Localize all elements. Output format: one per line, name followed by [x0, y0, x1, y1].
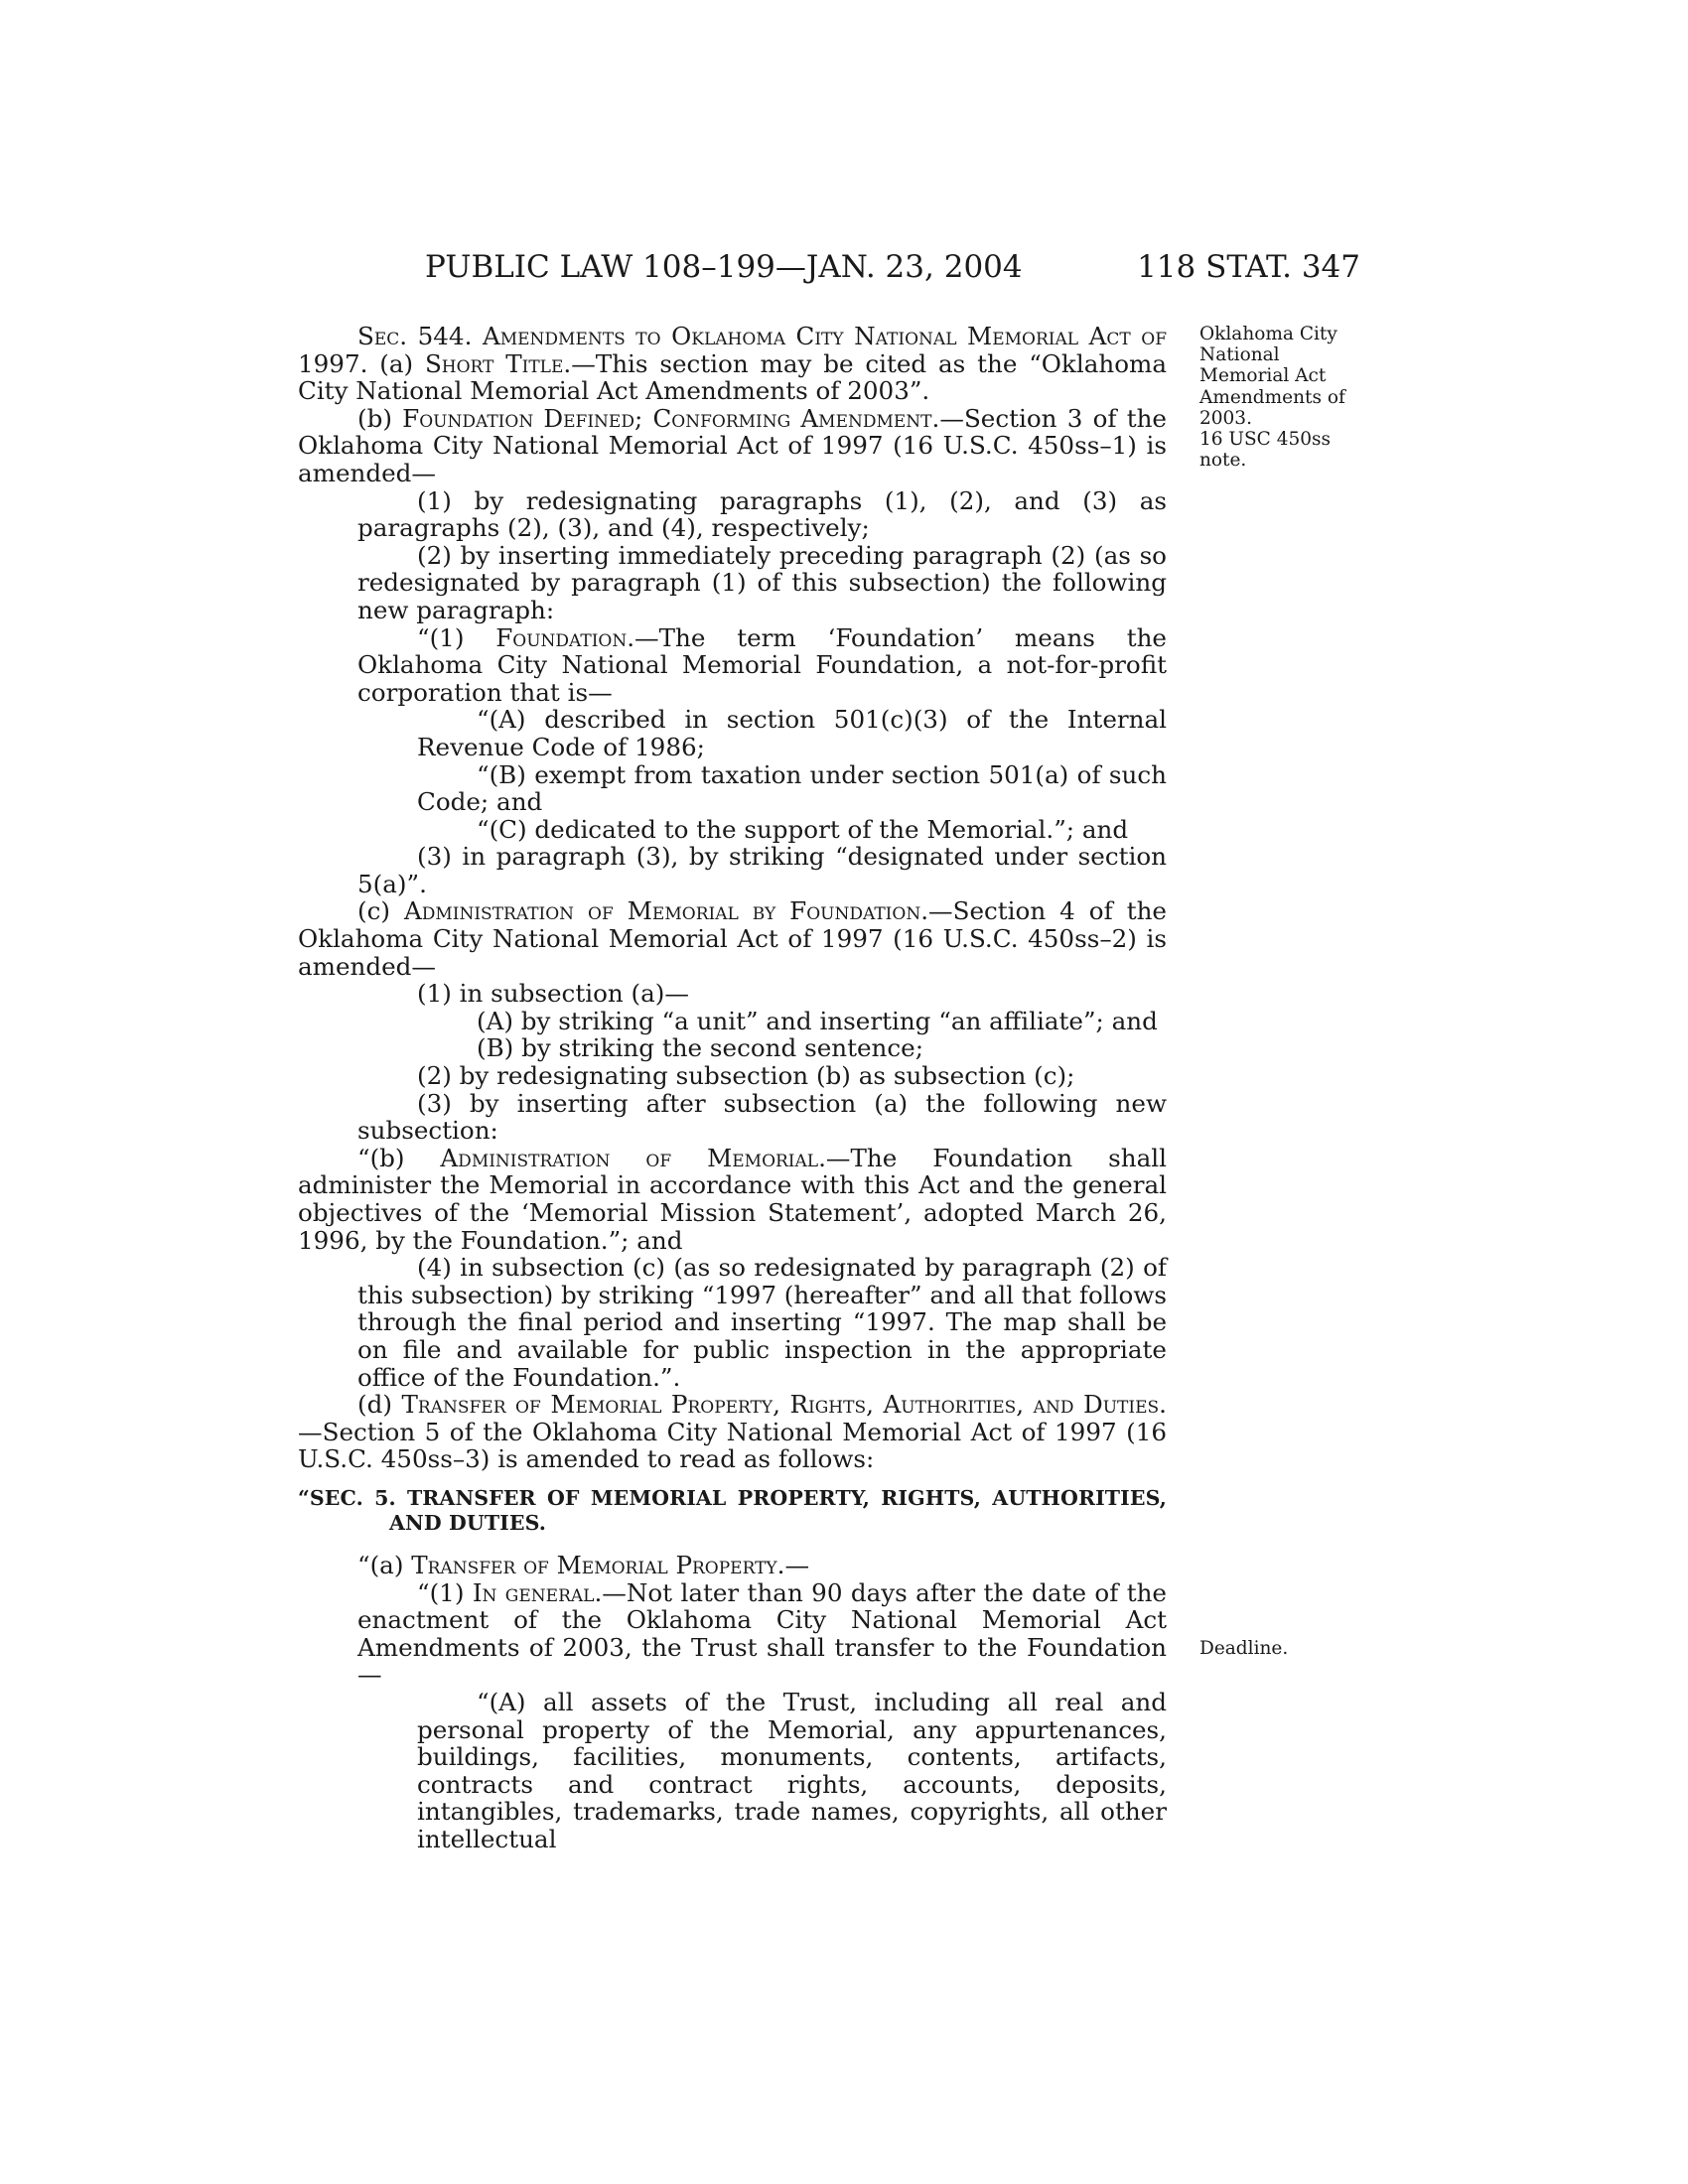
section-5-heading: “SEC. 5. TRANSFER OF MEMORIAL PROPERTY, RIGHTS, AUTHORITIES, AND DUTIES.: [298, 1485, 1167, 1535]
margin-note-line: 16 USC 450ss: [1199, 429, 1332, 451]
foundation-clause-a: “(A) described in section 501(c)(3) of the Internal Revenue Code of 1986;: [417, 705, 1167, 761]
margin-note-line: Memorial Act: [1199, 365, 1327, 387]
assets-clause-a: “(A) all assets of the Trust, including all real and personal property of the Memorial, any appurtenances, buildings, facilities, monuments, contents, artifacts, contracts and contract rights, accounts, deposits, intangibles, trademarks, trade names, copyrights, all other intellectual: [417, 1687, 1167, 1853]
foundation-clause-b: “(B) exempt from taxation under section 501(a) of such Code; and: [417, 759, 1167, 817]
subsection-heading: Administration of Memorial: [440, 1143, 819, 1172]
paragraph-label: “(1): [417, 1577, 473, 1607]
paragraph-heading: Foundation: [495, 622, 628, 652]
subsection-heading: Transfer of Memorial Property, Rights, Authorities, and Duties: [401, 1390, 1160, 1420]
margin-note-amendments: [1199, 324, 1358, 471]
subsection-label: (b): [357, 403, 403, 433]
paragraph-c-4: (4) in subsection (c) (as so redesignated by paragraph (2) of this subsection) by striking “1997 (hereafter” and all that follows through the final period and inserting “1997. The map shall be on file and available for public inspection in the appropriate office of the Foundation.”.: [357, 1253, 1167, 1392]
subsection-heading: Transfer of Memorial Property: [411, 1550, 777, 1579]
subsection-text: .—Section 4 of the Oklahoma City National Memorial Act of 1997 (16 U.S.C. 450ss–2) is amended—: [298, 896, 1167, 981]
paragraph-b-2: (2) by inserting immediately preceding paragraph (2) (as so redesignated by paragraph (1) of this subsection) the following new paragraph:: [357, 540, 1167, 624]
margin-note-line: 2003.: [1199, 407, 1252, 429]
subsection-label: (a): [367, 348, 425, 378]
sec-544-short-title: [298, 323, 1167, 405]
subsection-b: [298, 405, 1167, 487]
paragraph-b-1: (1) by redesignating paragraphs (1), (2), and (3) as paragraphs (2), (3), and (4), respectively;: [357, 485, 1167, 543]
transfer-of-memorial-property: [298, 1552, 1167, 1579]
subparagraph-c-1-b: (B) by striking the second sentence;: [477, 1033, 923, 1063]
page-header: [298, 249, 1360, 293]
foundation-clause-c: “(C) dedicated to the support of the Memorial.”; and: [477, 814, 1129, 844]
subsection-heading: Short Title: [424, 348, 564, 378]
foundation-definition: [298, 624, 1167, 707]
subsection-text: .—Section 5 of the Oklahoma City National Memorial Act of 1997 (16 U.S.C. 450ss–3) is amended to read as follows:: [298, 1390, 1167, 1474]
paragraph-text: .—Not later than 90 days after the date of the enactment of the Oklahoma City National Memorial Act Amendments of 2003, the Trust shall transfer to the Foundation—: [357, 1577, 1167, 1690]
margin-note-line: National: [1199, 344, 1280, 366]
subsection-d: [298, 1391, 1167, 1473]
administration-of-memorial: [298, 1145, 1167, 1254]
subsection-heading: Administration of Memorial by Foundation: [403, 896, 921, 926]
public-law-citation: PUBLIC LAW 108–199—JAN. 23, 2004: [425, 249, 1023, 285]
subsection-heading: Foundation Defined; Conforming Amendment: [402, 403, 932, 433]
subparagraph-c-1-a: (A) by striking “a unit” and inserting “an affiliate”; and: [477, 1006, 1158, 1035]
paragraph-c-1: (1) in subsection (a)—: [417, 979, 689, 1009]
paragraph-c-3: (3) by inserting after subsection (a) the following new subsection:: [357, 1088, 1167, 1146]
subsection-dash: .—: [776, 1550, 810, 1579]
subsection-label: “(a): [357, 1550, 412, 1579]
margin-note-line: Amendments of: [1199, 386, 1345, 408]
subsection-text: .—This section may be cited as the “Oklahoma City National Memorial Act Amendments of 2003”.: [298, 348, 1167, 406]
paragraph-label: “(1): [417, 622, 496, 652]
paragraph-text: .—The term ‘Foundation’ means the Oklahoma City National Memorial Foundation, a not-for-profit corporation that is—: [357, 622, 1167, 707]
subsection-text: .—Section 3 of the Oklahoma City National Memorial Act of 1997 (16 U.S.C. 450ss–1) is amended—: [298, 403, 1167, 487]
subsection-text: .—The Foundation shall administer the Memorial in accordance with this Act and the general objectives of the ‘Memorial Mission Statement’, adopted March 26, 1996, by the Foundation.”; and: [298, 1143, 1167, 1255]
statute-page-number: 118 STAT. 347: [1137, 249, 1360, 285]
margin-note-line: note.: [1199, 450, 1247, 472]
subsection-label: “(b): [357, 1143, 441, 1172]
paragraph-b-3: (3) in paragraph (3), by striking “designated under section 5(a)”.: [357, 842, 1167, 898]
law-body-text: [298, 323, 1167, 1852]
in-general-paragraph: [298, 1579, 1167, 1689]
paragraph-heading: In general: [472, 1577, 595, 1607]
subsection-label: (c): [357, 896, 404, 926]
paragraph-c-2: (2) by redesignating subsection (b) as subsection (c);: [417, 1061, 1075, 1091]
margin-note-deadline: Deadline.: [1199, 1638, 1289, 1659]
margin-note-line: Oklahoma City: [1199, 324, 1337, 344]
subsection-label: (d): [357, 1390, 402, 1420]
subsection-c: [298, 897, 1167, 980]
sec-544-heading: Sec. 544. Amendments to Oklahoma City National Memorial Act of 1997.: [298, 322, 1167, 378]
